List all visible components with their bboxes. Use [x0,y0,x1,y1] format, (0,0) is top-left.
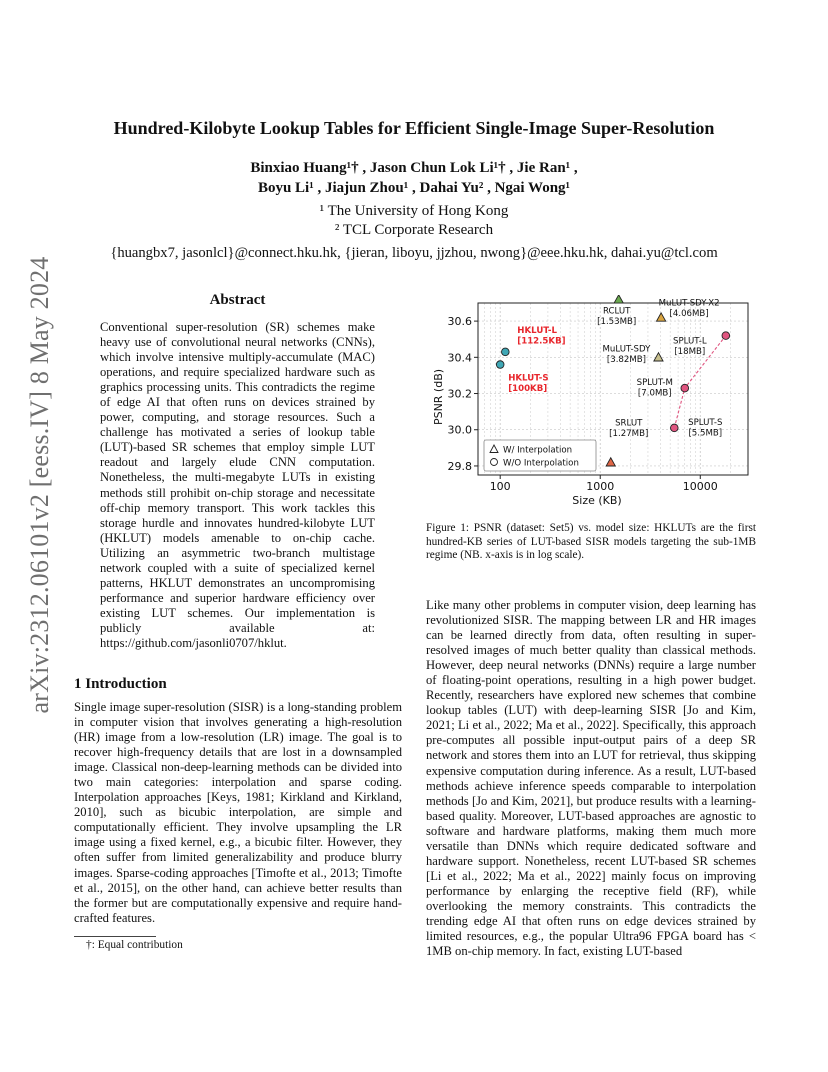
point-label-rclut: RCLUT [602,306,631,317]
author-list-line-1: Binxiao Huang¹† , Jason Chun Lok Li¹† , Jie Ran¹ , [250,160,578,176]
point-label-mulut-sdy: [3.82MB] [606,354,647,365]
arxiv-identifier: arXiv:2312.06101v2 [eess.IV] 8 May 2024 [25,256,54,714]
y-axis-label: PSNR (dB) [432,368,445,426]
right-column-body: Like many other problems in computer vision, deep learning has revolutionized SISR. The mapping between LR and HR images can be learned directly from data, often resulting in super-resolved images of much better quality than classical methods. However, deep neural networks (DNNs) require a large number of floating-point operations, resulting in a high power budget. Recently, researchers have explored new schemes that combine lookup tables (LUT) with deep-learning SISR [Jo and Kim, 2021; Li et al., 2022; Ma et al., 2022]. Specifically, this approach pre-computes all possible input-output pairs of a deep SR network and stores them into an LUT for retrieval, thus skipping expensive computation during inference. As a result, LUT-based methods achieve inference speeds comparable to interpolation methods [Jo and Kim, 2021], but produce results with a learning-based quality. Moreover, LUT-based approaches are agnostic to software and hardware platforms, making them much more versatile than DNNs which require dedicated software and hardware support. Nonetheless, recent LUT-based SR schemes [Li et al., 2022; Ma et al., 2022] mainly focus on improving performance by enlarging the receptive field (RF), while overlooking the memory constraints. This contradicts the trending edge AI that often runs on edge devices strained by limited resources, e.g., the popular Ultra96 FPGA board has < 1MB on-chip memory. In fact, existing LUT-based [426,598,756,959]
legend-label: W/ Interpolation [503,445,573,456]
introduction-body: Single image super-resolution (SISR) is a long-standing problem in computer vision that involves generating a high-resolution (HR) image from a low-resolution (LR) image. The goal is to recover high-frequency details that are lost in a downsampled image. Classical non-deep-learning methods can be divided into two main categories: interpolation and sparse coding. Interpolation approaches [Keys, 1981; Kirkland and Kirkland, 2010], such as bicubic interpolation, are simple and computationally efficient. They involve upsampling the LR image using a fixed kernel, e.g., a bicubic filter. However, they often suffer from limited generalizability and produce blurry images. Sparse-coding approaches [Timofte et al., 2013; Timofte et al., 2015], on the other hand, can achieve better results than the former but are computationally expensive and require hand-crafted features. [74,700,402,925]
point-label-hklut-l: HKLUT-L [517,325,557,336]
point-label-mulut-sdy: MuLUT-SDY [602,344,651,355]
point-label-srlut: [1.27MB] [609,428,649,439]
x-tick-label: 1000 [586,480,615,493]
x-axis-label: Size (KB) [572,494,622,507]
point-hklut-l [502,348,510,356]
y-tick-label: 29.8 [447,459,472,473]
abstract-heading: Abstract [209,292,266,308]
point-label-mulut-sdy-x2: [4.06MB] [669,308,709,319]
point-mulut-sdy-x2 [657,313,666,321]
figure-caption: Figure 1: PSNR (dataset: Set5) vs. model size: HKLUTs are the first hundred-KB series of LUT-based SISR models targeting the sub-1MB regime (NB. x-axis is in log scale). [426,522,756,562]
point-label-hklut-l: [112.5KB] [517,336,566,347]
affiliation-1: ¹ The University of Hong Kong [319,203,509,219]
point-label-splut-m: [7.0MB] [637,388,672,399]
point-label-mulut-sdy-x2: MuLUT-SDY-X2 [658,298,720,309]
point-label-splut-l: [18MB] [674,347,706,358]
footnote: †: Equal contribution [86,939,183,951]
point-splut-l [722,332,730,340]
y-tick-label: 30.4 [447,351,472,365]
author-emails: {huangbx7, jasonlcl}@connect.hku.hk, {jieran, liboyu, jjzhou, nwong}@eee.hku.hk, dahai.yu@tcl.com [110,245,718,261]
point-label-srlut: SRLUT [615,418,643,429]
x-tick-label: 100 [489,480,511,493]
y-tick-label: 30.2 [447,387,472,401]
point-label-splut-m: SPLUT-M [636,378,673,389]
point-splut-m [681,384,689,392]
psnr-vs-size-chart [422,295,754,507]
paper-title: Hundred-Kilobyte Lookup Tables for Efficient Single-Image Super-Resolution [113,118,715,138]
legend-marker-circle [491,459,498,466]
point-hklut-s [496,361,504,369]
point-splut-s [670,424,678,432]
y-tick-label: 30.0 [447,423,472,437]
y-tick-label: 30.6 [447,315,472,329]
point-srlut [606,458,615,466]
section-heading-introduction: 1 Introduction [74,676,167,692]
author-list-line-2: Boyu Li¹ , Jiajun Zhou¹ , Dahai Yu² , Ngai Wong¹ [257,180,571,196]
point-label-splut-l: SPLUT-L [672,336,707,347]
point-label-splut-s: [5.5MB] [688,428,723,439]
point-label-hklut-s: [100KB] [508,384,548,395]
legend-label: W/O Interpolation [503,458,579,469]
chart-legend [484,440,596,471]
abstract-body: Conventional super-resolution (SR) schemes make heavy use of convolutional neural networks (CNNs), which involve intensive multiply-accumulate (MAC) operations, and require specialized hardware such as graphics processing units. This contradicts the regime of edge AI that often runs on devices strained by power, computing, and storage resources. Such a challenge has motivated a series of lookup table (LUT)-based SR schemes that employ simple LUT readout and largely elude CNN computation. Nonetheless, the multi-megabyte LUTs in existing methods still prohibit on-chip storage and necessitate off-chip memory transport. This work tackles this storage hurdle and innovates hundred-kilobyte LUT (HKLUT) models amenable to on-chip cache. Utilizing an asymmetric two-branch multistage network coupled with a suite of specialized kernel patterns, HKLUT demonstrates an uncompromising performance and superior hardware efficiency over existing LUT schemes. Our implementation is publicly available at: https://github.com/jasonli0707/hklut. [100,320,375,650]
point-label-rclut: [1.53MB] [597,316,637,327]
point-label-splut-s: SPLUT-S [688,417,723,428]
affiliation-2: ² TCL Corporate Research [334,222,494,238]
footnote-divider [74,936,156,937]
point-rclut [614,295,623,303]
x-tick-label: 10000 [682,480,718,493]
point-label-hklut-s: HKLUT-S [508,373,549,384]
arxiv-sidebar [20,256,60,714]
point-mulut-sdy [654,353,663,361]
